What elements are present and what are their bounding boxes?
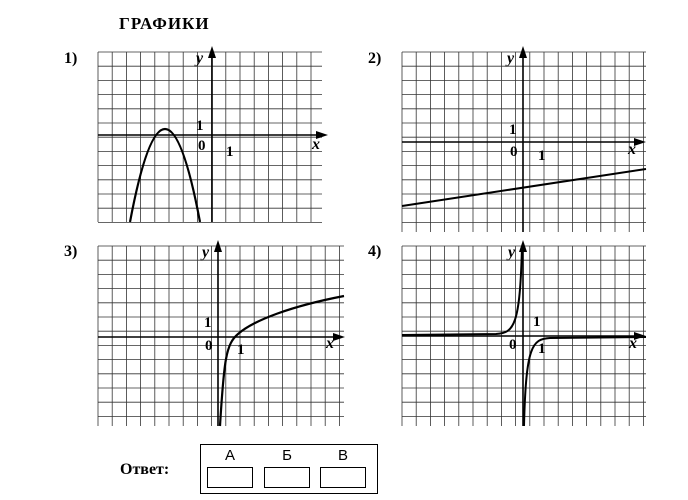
tick-one-x: 1 (226, 144, 234, 160)
origin-label: 0 (510, 144, 518, 160)
origin-label: 0 (205, 338, 213, 354)
graph-number: 2) (368, 50, 382, 67)
grid (98, 52, 322, 222)
answer-column-a (205, 445, 255, 493)
x-label: x (629, 335, 637, 352)
tick-one-y: 1 (196, 118, 204, 134)
curve (402, 169, 646, 206)
y-label: y (202, 244, 210, 261)
graph-1 (92, 46, 334, 230)
y-label: y (196, 50, 204, 67)
graph-2 (396, 46, 650, 236)
column-letter: Б (282, 447, 292, 464)
graph-4 (396, 240, 650, 430)
answer-cell-b[interactable] (264, 467, 310, 488)
column-letter: В (337, 447, 348, 464)
y-label: y (508, 244, 516, 261)
tick-one-x: 1 (538, 341, 546, 357)
answer-column-c (318, 445, 368, 493)
answer-cell-a[interactable] (207, 467, 253, 488)
graph-number: 1) (64, 50, 78, 67)
x-label: x (628, 141, 636, 158)
x-label: x (326, 335, 334, 352)
answer-cell-c[interactable] (320, 467, 366, 488)
y-label: y (507, 50, 515, 67)
x-label: x (312, 136, 320, 153)
graph-number: 4) (368, 243, 382, 260)
answer-label: Ответ: (120, 461, 170, 478)
answer-column-b (262, 445, 312, 493)
tick-one-x: 1 (538, 148, 546, 164)
answer-table (200, 444, 378, 494)
graph-number: 3) (64, 243, 78, 260)
tick-one-x: 1 (237, 342, 245, 358)
tick-one-y: 1 (204, 315, 212, 331)
tick-one-y: 1 (533, 314, 541, 330)
column-letter: А (224, 447, 235, 464)
curve-branch-left (402, 246, 522, 335)
origin-label: 0 (509, 337, 517, 353)
origin-label: 0 (198, 138, 206, 154)
tick-one-y: 1 (509, 122, 517, 138)
page-title: ГРАФИКИ (119, 14, 210, 33)
graph-3 (92, 240, 348, 430)
